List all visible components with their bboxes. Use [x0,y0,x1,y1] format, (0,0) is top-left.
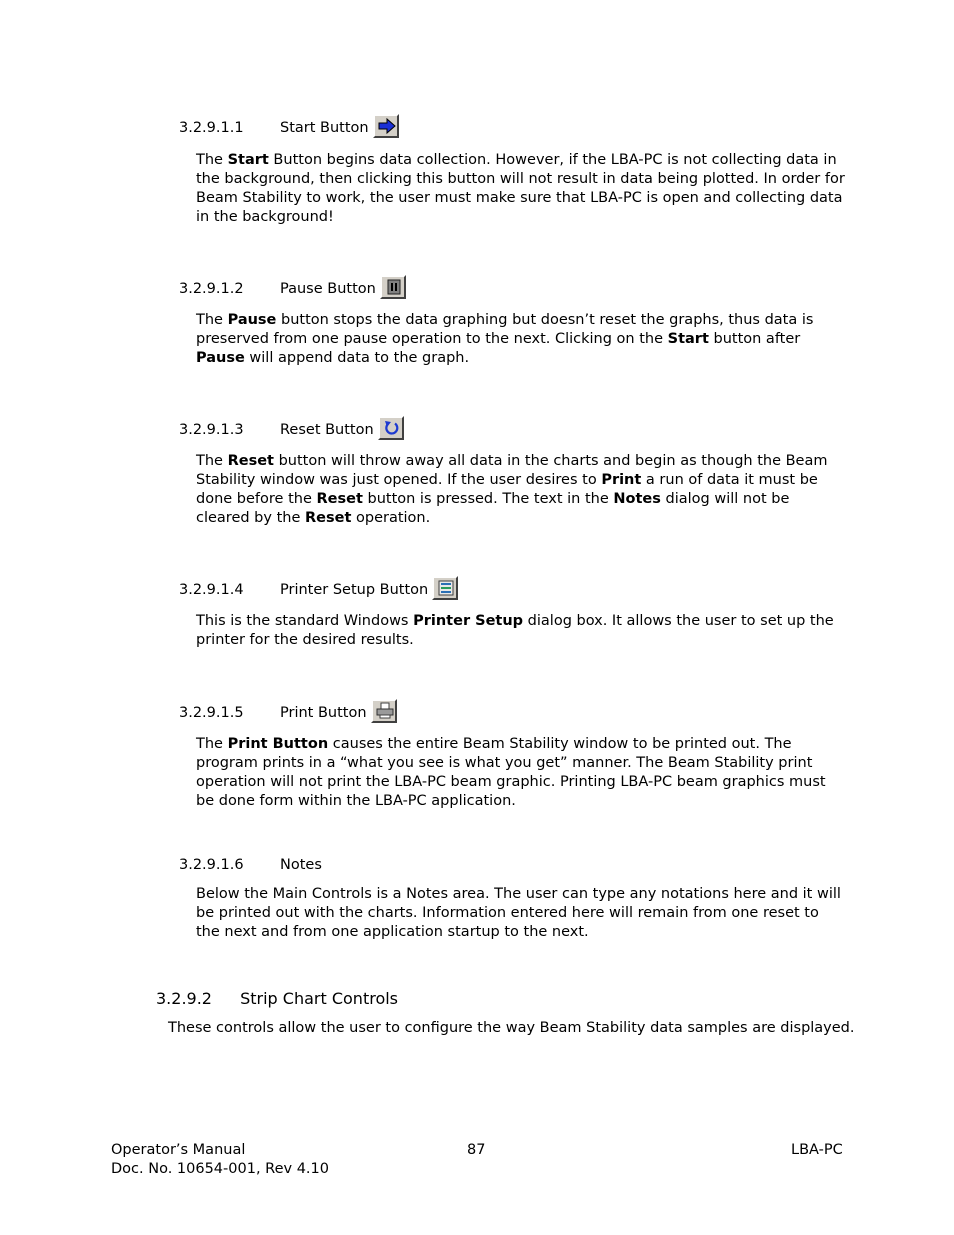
footer-left [111,1141,329,1179]
section-number: 3.2.9.1.1 [179,120,244,136]
printer-setup-icon [432,576,458,600]
section-title: Pause Button [280,281,376,297]
printer-icon [371,699,397,723]
bold-term: Printer Setup [413,613,524,629]
footer-page-number: 87 [467,1142,486,1158]
bold-term: Start [227,152,269,168]
bold-term: Print Button [227,736,329,752]
footer-doc-number: Doc. No. 10654-001, Rev 4.10 [111,1161,329,1177]
section-paragraph: This is the standard Windows Printer Setup dialog box. It allows the user to set up the printer for the desired results. [196,613,834,648]
bold-term: Reset [316,491,363,507]
footer-product: LBA-PC [791,1142,843,1158]
section-paragraph: Below the Main Controls is a Notes area. The user can type any notations here and it will be printed out with the charts. Information entered here will remain from one reset to the next and from one application startup to the next. [196,886,841,940]
section-title: Reset Button [280,422,374,438]
section-number: 3.2.9.1.6 [179,857,244,873]
section-title: Start Button [280,120,369,136]
section-number: 3.2.9.1.4 [179,582,244,598]
section-paragraph: The Start Button begins data collection. However, if the LBA-PC is not collecting data in the background, then clicking this button will not result in data being plotted. In order for Beam Stability to work, the user must make sure that LBA-PC is open and collecting data in the background! [196,152,845,225]
bold-term: Print [601,472,642,488]
arrow-right-icon [373,114,399,138]
section-paragraph: The Pause button stops the data graphing but doesn’t reset the graphs, thus data is preserved from one pause operation to the next. Clicking on the Start button after Pause will append data to the graph. [196,312,814,366]
bold-term: Reset [304,510,352,526]
subsection-heading-strip-chart-controls [156,989,398,1008]
section-paragraph: The Reset button will throw away all data in the charts and begin as though the Beam Stability window was just opened. If the user desires to Print a run of data it must be done before the Reset button is pressed. The text in the Notes dialog will not be cleared by the Reset operation. [196,453,828,526]
reset-icon [378,416,404,440]
section-heading-pause-button [179,273,406,297]
bold-term: Notes [613,491,661,507]
subsection-title: Strip Chart Controls [240,989,399,1008]
pause-icon [380,275,406,299]
section-heading-start-button [179,112,399,136]
section-heading-print-button [179,697,397,721]
section-title: Print Button [280,705,367,721]
subsection-paragraph: These controls allow the user to configure the way Beam Stability data samples are displayed. [168,1020,855,1036]
section-heading-notes [179,857,326,873]
footer-manual-title: Operator’s Manual [111,1142,246,1158]
section-paragraph: The Print Button causes the entire Beam Stability window to be printed out. The program prints in a “what you see is what you get” manner. The Beam Stability print operation will not print the LBA-PC beam graphic. Printing LBA-PC beam graphics must be done form within the LBA-PC application. [196,736,826,809]
section-heading-printer-setup-button [179,574,458,598]
subsection-number: 3.2.9.2 [156,989,212,1008]
section-title: Notes [280,857,322,873]
bold-term: Pause [196,350,245,366]
section-number: 3.2.9.1.2 [179,281,244,297]
bold-term: Reset [227,453,274,469]
section-title: Printer Setup Button [280,582,429,598]
bold-term: Start [667,331,709,347]
bold-term: Pause [227,312,277,328]
section-number: 3.2.9.1.3 [179,422,244,438]
section-number: 3.2.9.1.5 [179,705,244,721]
section-heading-reset-button [179,414,404,438]
